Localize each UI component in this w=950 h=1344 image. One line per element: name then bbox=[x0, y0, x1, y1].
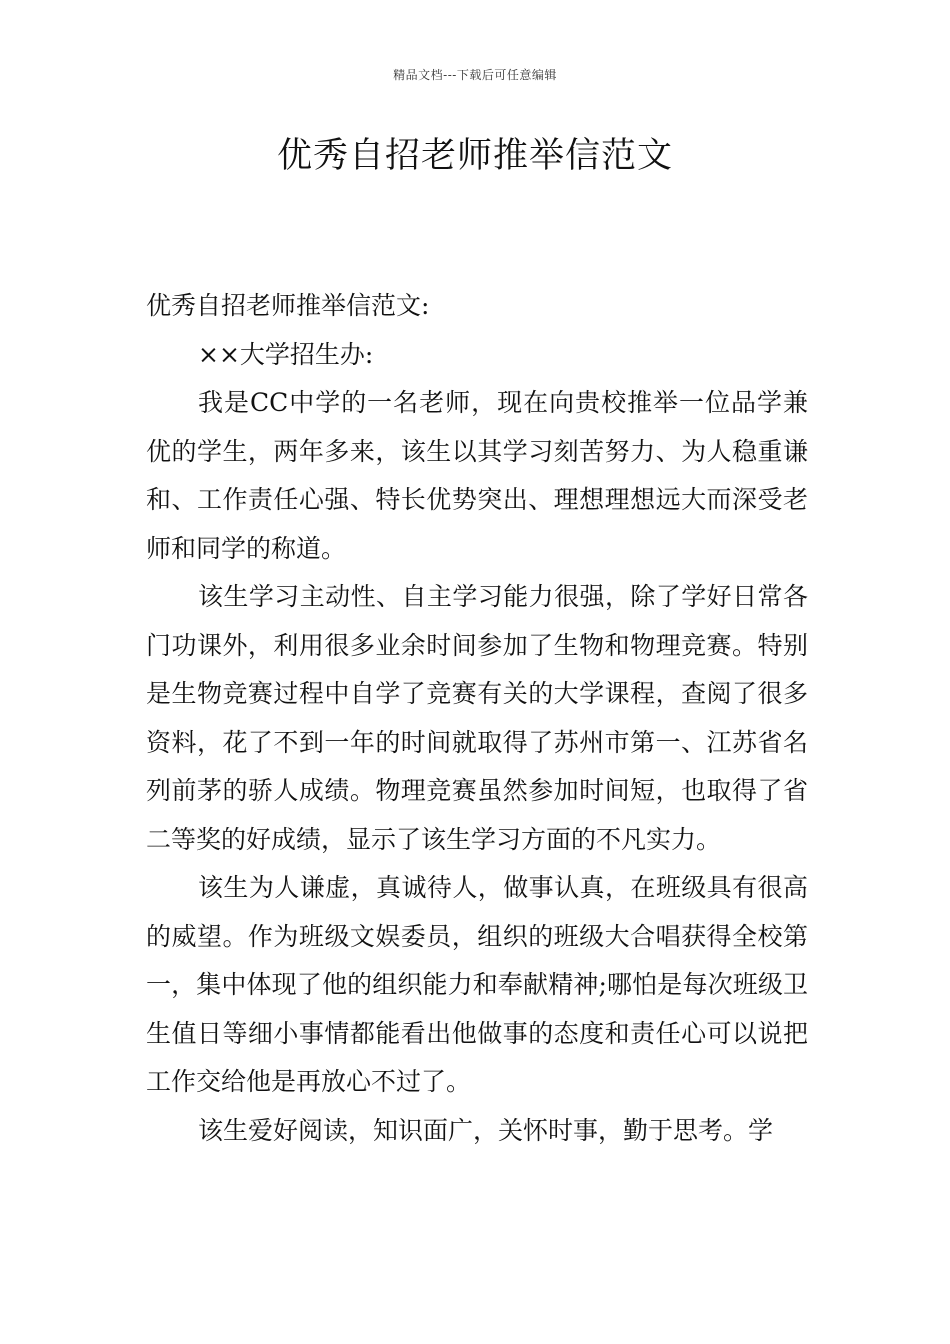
paragraph-study: 该生学习主动性、自主学习能力很强，除了学好日常各门功课外，利用很多业余时间参加了生物和物理竞赛。特别是生物竞赛过程中自学了竞赛有关的大学课程，查阅了很多资料，花了不到一年的时间就取得了苏州市第一、江苏省名列前茅的骄人成绩。物理竞赛虽然参加时间短，也取得了省二等奖的好成绩，显示了该生学习方面的不凡实力。 bbox=[146, 582, 808, 854]
letter-body bbox=[146, 282, 808, 1155]
recipient-line: ××大学招生办: bbox=[198, 339, 374, 369]
document-title: 优秀自招老师推举信范文 bbox=[276, 136, 673, 176]
paragraph-introduction: 我是CC中学的一名老师，现在向贵校推举一位品学兼优的学生，两年多来，该生以其学习刻苦努力、为人稳重谦和、工作责任心强、特长优势突出、理想理想远大而深受老师和同学的称道。 bbox=[146, 388, 808, 563]
paragraph-character: 该生为人谦虚，真诚待人，做事认真，在班级具有很高的威望。作为班级文娱委员，组织的班级大合唱获得全校第一，集中体现了他的组织能力和奉献精神;哪怕是每次班级卫生值日等细小事情都能看出他做事的态度和责任心可以说把工作交给他是再放心不过了。 bbox=[146, 873, 808, 1096]
header-note: 精品文档---下载后可任意编辑 bbox=[393, 68, 557, 82]
salutation-line: 优秀自招老师推举信范文: bbox=[146, 291, 430, 320]
paragraph-reading: 该生爱好阅读，知识面广，关怀时事，勤于思考。学 bbox=[198, 1115, 774, 1145]
